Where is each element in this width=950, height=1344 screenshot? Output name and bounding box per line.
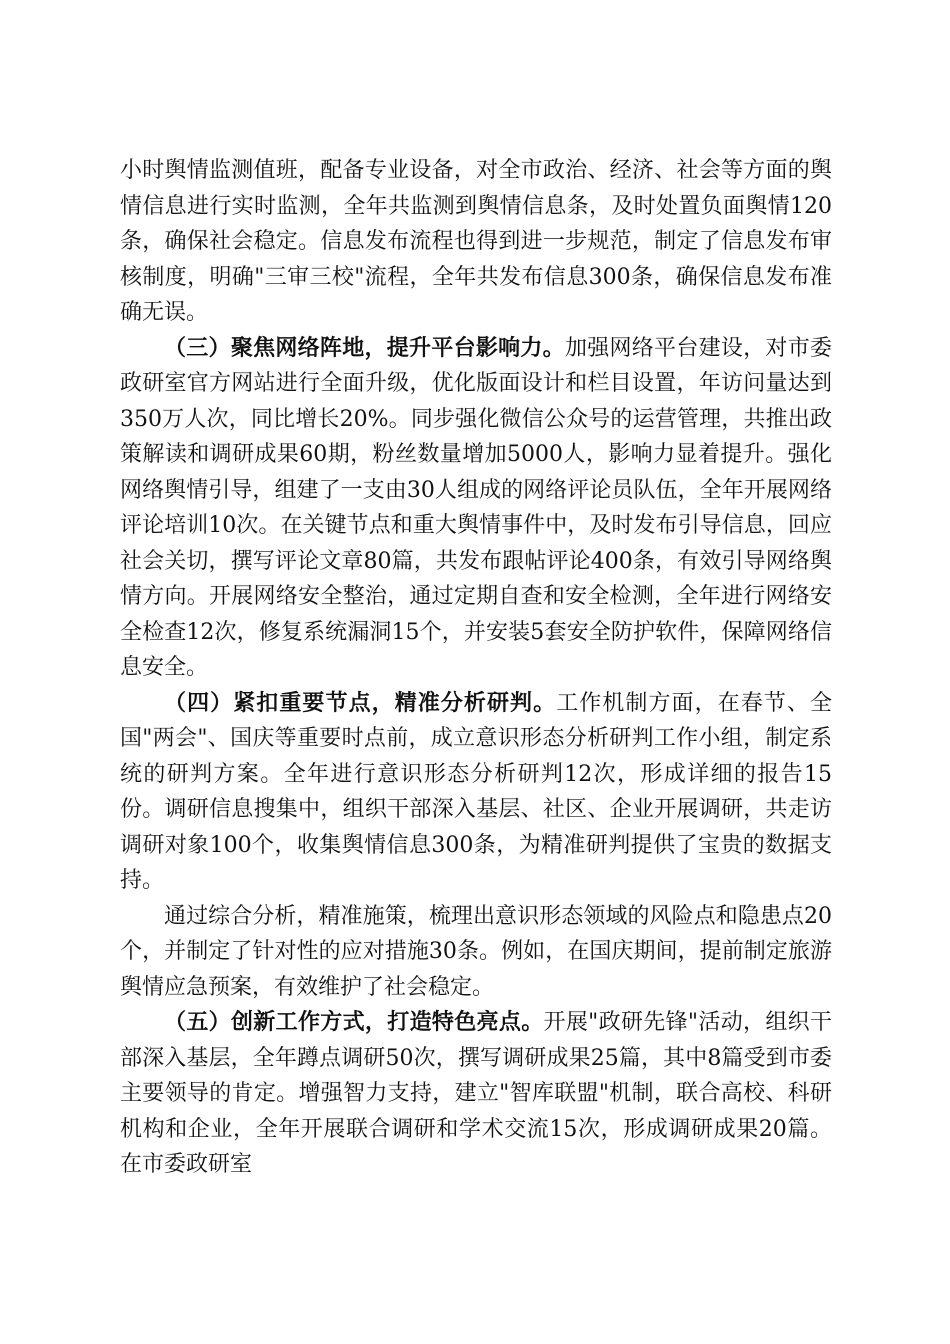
paragraph-text: 工作机制方面，在春节、全国"两会"、国庆等重要时点前，成立意识形态分析研判工作小组，制定系统的研判方案。全年进行意识形态分析研判12次，形成详细的报告15份。调研信息搜集中，组织干部深入基层、社区、企业开展调研，共走访调研对象100个，收集舆情信息300条，为精准研判提供了宝贵的数据支持。 <box>120 690 832 893</box>
paragraph-monitoring-continued <box>120 153 832 331</box>
section-4-heading: （四）紧扣重要节点，精准分析研判。 <box>164 689 557 716</box>
paragraph-text: 通过综合分析，精准施策，梳理出意识形态领域的风险点和隐患点20个，并制定了针对性的应对措施30条。例如，在国庆期间，提前制定旅游舆情应急预案，有效维护了社会稳定。 <box>120 903 832 1000</box>
section-5-heading: （五）创新工作方式，打造特色亮点。 <box>164 1009 544 1035</box>
paragraph-text: 加强网络平台建设，对市委政研室官方网站进行全面升级，优化版面设计和栏目设置，年访问量达到350万人次，同比增长20%。同步强化微信公众号的运营管理，共推出政策解读和调研成果60期，粉丝数量增加5000人，影响力显着提升。强化网络舆情引导，组建了一支由30人组成的网络评论员队伍，全年开展网络评论培训10次。在关键节点和重大舆情事件中，及时发布引导信息，回应社会关切，撰写评论文章80篇，共发布跟帖评论400条，有效引导网络舆情方向。开展网络安全整治，通过定期自查和安全检测，全年进行网络安全检查12次，修复系统漏洞15个，并安装5套安全防护软件，保障网络信息安全。 <box>120 335 832 680</box>
paragraph-section-3 <box>120 331 832 686</box>
document-body <box>120 153 832 1183</box>
section-3-heading: （三）聚焦网络阵地，提升平台影响力。 <box>164 334 565 361</box>
paragraph-section-4 <box>120 686 832 899</box>
paragraph-text: 小时舆情监测值班，配备专业设备，对全市政治、经济、社会等方面的舆情信息进行实时监测，全年共监测到舆情信息条，及时处置负面舆情120条，确保社会稳定。信息发布流程也得到进一步规范，制定了信息发布审核制度，明确"三审三校"流程，全年共发布信息300条，确保信息发布准确无误。 <box>120 158 832 325</box>
paragraph-text: 开展"政研先锋"活动，组织干部深入基层，全年蹲点调研50次，撰写调研成果25篇，其中8篇受到市委主要领导的肯定。增强智力支持，建立"智库联盟"机制，联合高校、科研机构和企业，全年开展联合调研和学术交流15次，形成调研成果20篇。在市委政研室 <box>120 1010 832 1177</box>
paragraph-section-5 <box>120 1005 832 1183</box>
paragraph-analysis <box>120 899 832 1006</box>
